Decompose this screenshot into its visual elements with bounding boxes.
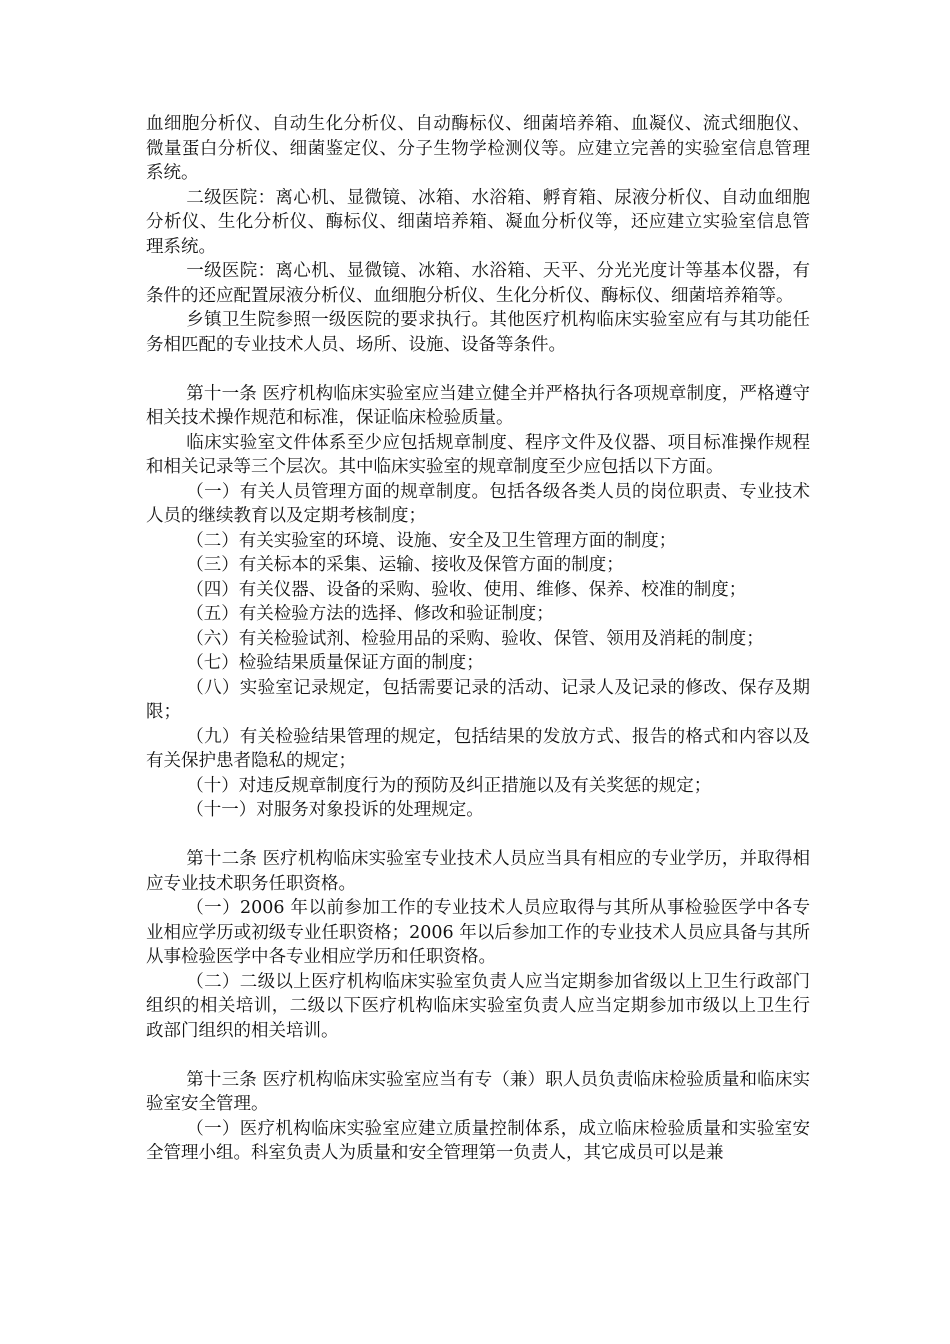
- list-item: （三）有关标本的采集、运输、接收及保管方面的制度；: [186, 555, 624, 575]
- list-item: （十）对违反规章制度行为的预防及纠正措施以及有关奖惩的规定；: [186, 775, 712, 796]
- list-item: （六）有关检验试剂、检验用品的采购、验收、保管、领用及消耗的制度；: [186, 628, 764, 649]
- list-item: （十一）对服务对象投诉的处理规定。: [186, 800, 484, 820]
- list-item: （八）实验室记录规定，包括需要记录的活动、记录人及记录的修改、保存及期限；: [146, 677, 810, 722]
- list-item: （一）2006 年以前参加工作的专业技术人员应取得与其所从事检验医学中各专业相应学历或初级专业任职资格；2006 年以后参加工作的专业技术人员应具备与其所从事检验医学中各专业相应学历和任职资格。: [146, 898, 810, 967]
- article-11-heading: 第十一条 医疗机构临床实验室应当建立健全并严格执行各项规章制度，严格遵守相关技术操作规范和标准，保证临床检验质量。: [146, 383, 810, 428]
- paragraph-township-hospital: 乡镇卫生院参照一级医院的要求执行。其他医疗机构临床实验室应有与其功能任务相匹配的专业技术人员、场所、设施、设备等条件。: [146, 310, 810, 355]
- list-item: （二）有关实验室的环境、设施、安全及卫生管理方面的制度；: [186, 530, 677, 551]
- list-item: （五）有关检验方法的选择、修改和验证制度；: [186, 604, 554, 624]
- article-12-heading: 第十二条 医疗机构临床实验室专业技术人员应当具有相应的专业学历，并取得相应专业技术职务任职资格。: [146, 849, 810, 894]
- paragraph-secondary-hospital: 二级医院：离心机、显微镜、冰箱、水浴箱、孵育箱、尿液分析仪、自动血细胞分析仪、生化分析仪、酶标仪、细菌培养箱、凝血分析仪等，还应建立实验室信息管理系统。: [146, 187, 810, 257]
- list-item: （一）有关人员管理方面的规章制度。包括各级各类人员的岗位职责、专业技术人员的继续教育以及定期考核制度；: [146, 481, 810, 526]
- list-item: （一）医疗机构临床实验室应建立质量控制体系，成立临床检验质量和实验室安全管理小组。科室负责人为质量和安全管理第一负责人，其它成员可以是兼: [146, 1118, 810, 1163]
- article-13-heading: 第十三条 医疗机构临床实验室应当有专（兼）职人员负责临床检验质量和临床实验室安全管理。: [146, 1069, 810, 1114]
- section-gap: [146, 823, 810, 848]
- list-item: （二）二级以上医疗机构临床实验室负责人应当定期参加省级以上卫生行政部门组织的相关培训，二级以下医疗机构临床实验室负责人应当定期参加市级以上卫生行政部门组织的相关培训。: [146, 971, 810, 1041]
- list-item: （四）有关仪器、设备的采购、验收、使用、维修、保养、校准的制度；: [186, 579, 747, 600]
- section-gap: [146, 357, 810, 382]
- paragraph-equipment-list: 血细胞分析仪、自动生化分析仪、自动酶标仪、细菌培养箱、血凝仪、流式细胞仪、微量蛋白分析仪、细菌鉴定仪、分子生物学检测仪等。应建立完善的实验室信息管理系统。: [146, 114, 810, 183]
- section-gap: [146, 1043, 810, 1068]
- paragraph-primary-hospital: 一级医院：离心机、显微镜、冰箱、水浴箱、天平、分光光度计等基本仪器，有条件的还应配置尿液分析仪、血细胞分析仪、生化分析仪、酶标仪、细菌培养箱等。: [146, 261, 810, 306]
- list-item: （七）检验结果质量保证方面的制度；: [186, 653, 484, 673]
- paragraph-document-system: 临床实验室文件体系至少应包括规章制度、程序文件及仪器、项目标准操作规程和相关记录等三个层次。其中临床实验室的规章制度至少应包括以下方面。: [146, 432, 810, 477]
- list-item: （九）有关检验结果管理的规定，包括结果的发放方式、报告的格式和内容以及有关保护患者隐私的规定；: [146, 726, 810, 771]
